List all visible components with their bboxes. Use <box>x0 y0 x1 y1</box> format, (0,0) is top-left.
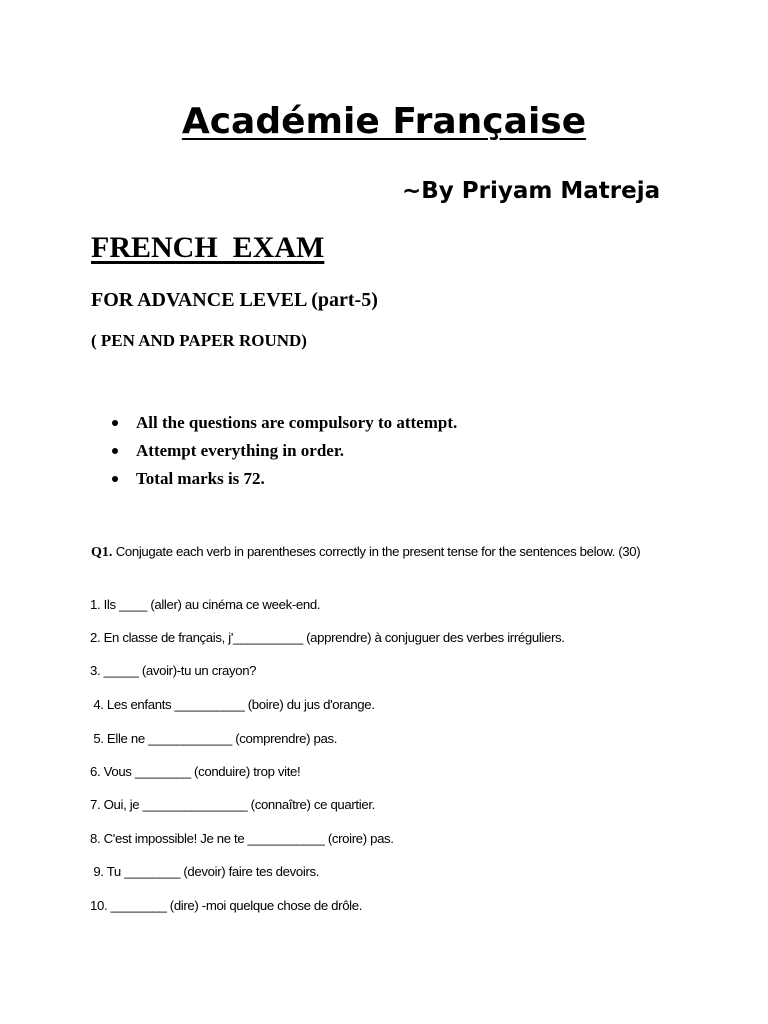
bullet-icon <box>112 420 118 426</box>
exercise-sentence: 4. Les enfants __________ (boire) du jus d'orange. <box>90 697 375 712</box>
instructions-list <box>110 410 457 494</box>
exam-round: ( PEN AND PAPER ROUND) <box>91 331 307 350</box>
exercise-sentence: 8. C'est impossible! Je ne te ___________ (croire) pas. <box>90 831 394 846</box>
exercise-sentence: 10. ________ (dire) -moi quelque chose de drôle. <box>90 898 363 913</box>
instruction-item <box>110 438 457 466</box>
question-prompt <box>91 542 681 563</box>
exercise-sentence: 1. Ils ____ (aller) au cinéma ce week-end. <box>90 597 321 612</box>
bullet-icon <box>112 448 118 454</box>
instruction-item <box>110 466 457 494</box>
author-byline: ~By Priyam Matreja <box>402 178 661 204</box>
exercise-sentence: 6. Vous ________ (conduire) trop vite! <box>90 764 301 779</box>
instruction-item <box>110 410 457 438</box>
exercise-sentence: 3. _____ (avoir)-tu un crayon? <box>90 663 257 678</box>
exercise-sentence: 7. Oui, je _______________ (connaître) ce quartier. <box>90 797 375 812</box>
page-title: Académie Française <box>181 101 587 142</box>
question-number: Q1. <box>91 545 113 560</box>
instruction-text: Attempt everything in order. <box>136 441 345 460</box>
question-text: Conjugate each verb in parentheses correctly in the present tense for the sentences below. (30) <box>112 544 641 559</box>
bullet-icon <box>112 476 118 482</box>
exercise-sentence: 5. Elle ne ____________ (comprendre) pas. <box>90 731 338 746</box>
exercise-sentence: 2. En classe de français, j'__________ (apprendre) à conjuguer des verbes irréguliers. <box>90 630 565 645</box>
instruction-text: All the questions are compulsory to attempt. <box>136 413 458 432</box>
instruction-text: Total marks is 72. <box>136 469 265 488</box>
exam-title: FRENCH EXAM <box>91 231 325 264</box>
exam-level: FOR ADVANCE LEVEL (part-5) <box>91 289 378 311</box>
exercise-sentence: 9. Tu ________ (devoir) faire tes devoirs. <box>90 864 320 879</box>
